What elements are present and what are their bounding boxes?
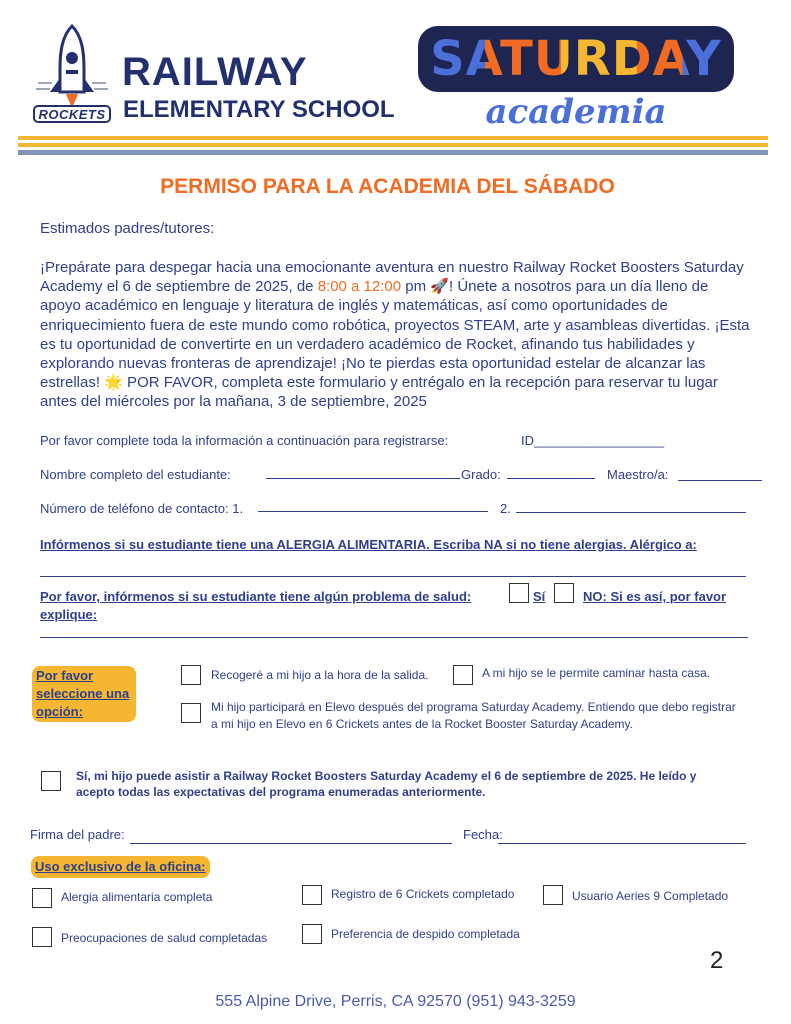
grade-label: Grado: — [461, 467, 501, 482]
office-heading — [31, 856, 210, 878]
pickup-checkbox[interactable] — [181, 665, 201, 685]
health-no-label: NO: Si es así, por favor — [583, 589, 727, 604]
event-time: 8:00 a 12:00 — [317, 278, 402, 296]
teacher-label: Maestro/a: — [607, 467, 669, 482]
office-allergy-label: Alergia alimentaria completa — [61, 890, 213, 904]
date-label: Fecha: — [463, 827, 503, 842]
phone-label: Número de teléfono de contacto: 1. — [40, 501, 244, 516]
office-crickets-label: Registro de 6 Crickets completado — [331, 887, 515, 901]
office-aeries-checkbox[interactable] — [543, 885, 563, 905]
school-name-line2: ELEMENTARY SCHOOL — [123, 96, 395, 123]
saturday-logo-text: SATURDAY — [424, 32, 728, 86]
office-heading-text: Uso exclusivo de la oficina: — [35, 859, 206, 874]
school-logo — [32, 22, 112, 126]
grade-field[interactable] — [507, 478, 595, 479]
pickup-label: Recogeré a mi hijo a la hora de la salida. — [211, 668, 429, 682]
date-field[interactable] — [498, 843, 746, 844]
student-name-field[interactable] — [266, 478, 460, 479]
register-prompt: Por favor complete toda la información a continuación para registrarse: — [40, 433, 449, 448]
walk-label: A mi hijo se le permite caminar hasta casa. — [482, 666, 711, 680]
phone2-label: 2. — [500, 501, 511, 516]
health-explain-label: explique: — [40, 607, 98, 622]
elevo-checkbox[interactable] — [181, 703, 201, 723]
elevo-label: Mi hijo participará en Elevo después del programa Saturday Academy. Entiendo que debo registrar a mi hijo en Elevo en 6 Crickets antes de la Rocket Booster Saturday Academy. — [211, 700, 736, 731]
office-allergy-checkbox[interactable] — [32, 888, 52, 908]
office-aeries-label: Usuario Aeries 9 Completado — [572, 889, 729, 903]
office-crickets-checkbox[interactable] — [302, 885, 322, 905]
page-title: PERMISO PARA LA ACADEMIA DEL SÁBADO — [160, 175, 615, 198]
rockets-badge: ROCKETS — [38, 107, 106, 122]
academia-logo: academia — [485, 92, 667, 132]
signature-label: Firma del padre: — [30, 827, 125, 842]
allergy-field[interactable] — [40, 576, 746, 577]
intro-part2: pm — [401, 278, 431, 296]
saturday-academia-logo — [418, 26, 734, 136]
health-si-checkbox[interactable] — [509, 583, 529, 603]
allergy-label: Infórmenos si su estudiante tiene una ALERGIA ALIMENTARIA. Escriba NA si no tiene alergias. Alérgico a: — [40, 537, 697, 552]
phone1-field[interactable] — [258, 511, 488, 512]
office-dismissal-label: Preferencia de despido completada — [331, 927, 520, 941]
signature-field[interactable] — [130, 843, 452, 844]
student-name-label: Nombre completo del estudiante: — [40, 467, 231, 482]
intro-part1: ¡Prepárate para despegar hacia una emocionante aventura en nuestro Railway Rocket Boosters Saturday Academy el 6 de septiembre de 2025, de — [40, 259, 744, 296]
intro-paragraph — [40, 258, 752, 412]
consent-checkbox[interactable] — [41, 771, 61, 791]
health-no-checkbox[interactable] — [554, 583, 574, 603]
footer-address: 555 Alpine Drive, Perris, CA 92570 (951) 943-3259 — [215, 993, 576, 1010]
intro-part3: ! Únete a nosotros para un día lleno de apoyo académico en lenguaje y literatura de inglés y matemáticas, así como oportunidades de enriquecimiento fuera de este mundo como robótica, proyectos STEAM, arte y asambleas divertidas. ¡Esta es tu oportunidad de convertirte en un verdadero académico de Rocket, afinando tus habilidades y explorando nuevas fronteras de aprendizaje! ¡No te pierdas esta oportunidad estelar de alcanzar las estrellas! — [40, 278, 750, 392]
office-dismissal-checkbox[interactable] — [302, 924, 322, 944]
office-health-label: Preocupaciones de salud completadas — [61, 931, 268, 945]
intro-part4: POR FAVOR, completa este formulario y entrégalo en la recepción para reservar tu lugar antes del miércoles por la mañana, 3 de septiembre, 2025 — [40, 374, 718, 411]
select-option-text: Por favor seleccione una opción: — [36, 668, 130, 719]
greeting: Estimados padres/tutores: — [40, 220, 215, 237]
header-divider — [18, 136, 768, 155]
health-explain-field[interactable] — [40, 637, 748, 638]
consent-text: Sí, mi hijo puede asistir a Railway Rocket Boosters Saturday Academy el 6 de septiembre de 2025. He leído y acepto todas las expectativas del programa enumeradas anteriormente. — [76, 769, 697, 799]
phone2-field[interactable] — [516, 512, 746, 513]
school-name-line1: RAILWAY — [122, 50, 308, 94]
page-number: 2 — [710, 947, 724, 974]
office-health-checkbox[interactable] — [32, 927, 52, 947]
health-si-label: Sí — [533, 589, 546, 604]
walk-checkbox[interactable] — [453, 665, 473, 685]
health-label: Por favor, infórmenos si su estudiante tiene algún problema de salud: — [40, 589, 472, 604]
id-field[interactable]: ID__________________ — [521, 433, 665, 448]
star-emoji-icon: 🌟 — [104, 374, 123, 392]
rocket-emoji-icon: 🚀 — [430, 278, 449, 296]
select-option-label — [32, 666, 136, 722]
teacher-field[interactable] — [678, 480, 762, 481]
